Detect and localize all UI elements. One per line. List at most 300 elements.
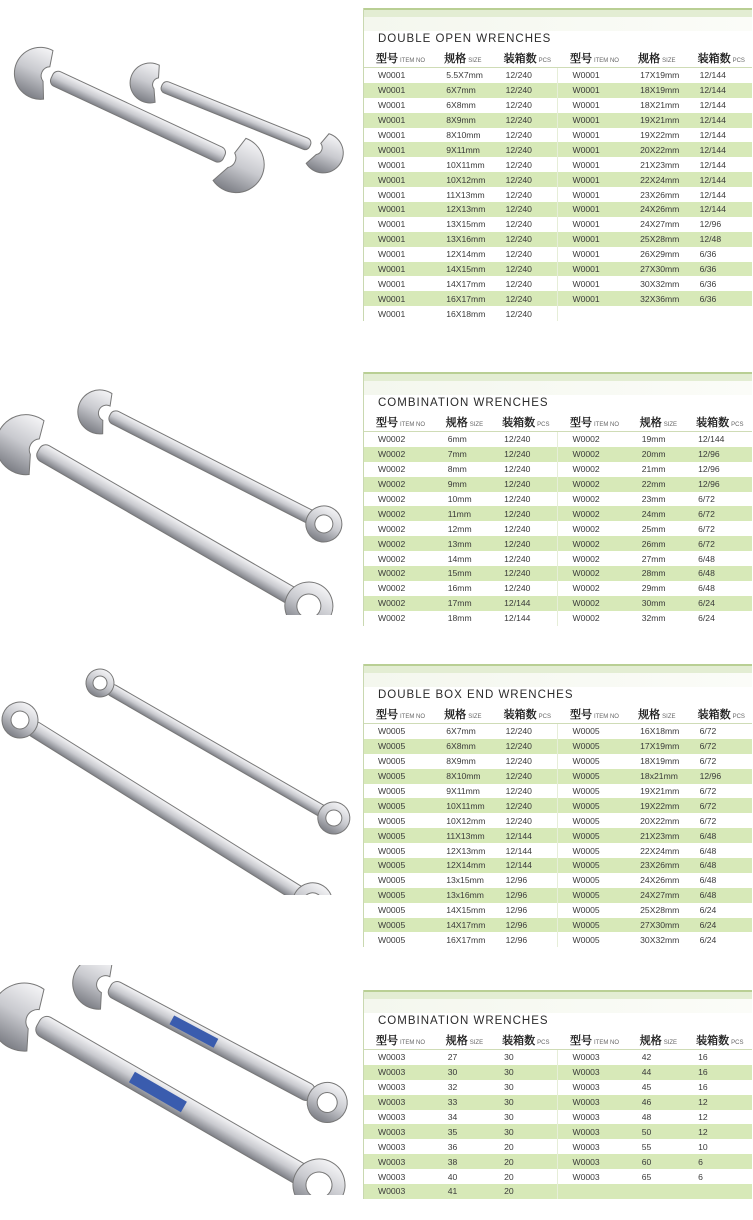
faint-heading	[364, 381, 752, 395]
table-cell: 12/144	[686, 83, 752, 98]
table-cell	[626, 306, 685, 321]
combination-wrench-photo	[0, 385, 355, 615]
table-row	[364, 566, 752, 581]
table-cell: 60	[628, 1154, 684, 1169]
table-cell: 12/96	[686, 769, 752, 784]
table-cell: 6/72	[686, 813, 752, 828]
table-cell: W0003	[364, 1139, 434, 1154]
table-cell: 42	[628, 1050, 684, 1065]
col-pcs: 装箱数 PCS	[492, 705, 558, 724]
table-cell: W0005	[364, 932, 432, 947]
table-cell: 22X24mm	[626, 843, 685, 858]
table-row	[364, 813, 752, 828]
table-cell: W0005	[558, 724, 626, 739]
table-cell: W0001	[364, 98, 432, 113]
table-cell: 12/240	[492, 83, 558, 98]
table-row	[364, 276, 752, 291]
table-cell: W0002	[558, 596, 628, 611]
table-cell: 20	[490, 1154, 558, 1169]
table-cell: 55	[628, 1139, 684, 1154]
table-cell: 24X26mm	[626, 202, 685, 217]
table-cell: 13mm	[434, 536, 490, 551]
table-cell: W0005	[364, 843, 432, 858]
table-cell: W0002	[364, 566, 434, 581]
table-cell: 13x15mm	[432, 873, 491, 888]
table-row	[364, 462, 752, 477]
table-cell: 12/240	[492, 98, 558, 113]
table-cell: W0005	[558, 918, 626, 933]
table-cell: 40	[434, 1169, 490, 1184]
table-cell: 12/240	[492, 217, 558, 232]
table-cell: W0001	[364, 291, 432, 306]
table-cell: 6X7mm	[432, 724, 491, 739]
table-cell: 19mm	[628, 432, 684, 447]
table-cell: 48	[628, 1110, 684, 1125]
spec-table	[364, 705, 752, 947]
table-cell: 30	[490, 1050, 558, 1065]
table-cell: 11X13mm	[432, 187, 491, 202]
table-cell: W0003	[364, 1050, 434, 1065]
table-cell: 6/36	[686, 247, 752, 262]
col-pcs: 装箱数 PCS	[490, 1031, 558, 1050]
table-cell: 20X22mm	[626, 813, 685, 828]
table-cell: 12/96	[684, 462, 752, 477]
table-cell: 6/48	[684, 551, 752, 566]
table-cell: 6X8mm	[432, 98, 491, 113]
table-cell: 6/36	[686, 276, 752, 291]
table-row	[364, 1110, 752, 1125]
table-row	[364, 739, 752, 754]
spec-table	[364, 413, 752, 626]
table-cell: 10	[684, 1139, 752, 1154]
table-cell: W0005	[364, 739, 432, 754]
table-cell: 22mm	[628, 477, 684, 492]
table-cell: W0002	[558, 581, 628, 596]
table-cell: W0001	[558, 232, 626, 247]
table-row	[364, 477, 752, 492]
header-bar	[364, 372, 752, 381]
table-header-row	[364, 1031, 752, 1050]
table-row	[364, 843, 752, 858]
table-cell: 6	[684, 1169, 752, 1184]
table-cell: W0005	[364, 858, 432, 873]
table-cell: 12/240	[492, 739, 558, 754]
table-cell: W0001	[364, 306, 432, 321]
table-cell: 12/144	[492, 828, 558, 843]
table-cell: 15mm	[434, 566, 490, 581]
table-cell: W0003	[364, 1124, 434, 1139]
table-cell: W0002	[558, 611, 628, 626]
col-pcs: 装箱数 PCS	[490, 413, 558, 432]
table-cell: 12X14mm	[432, 247, 491, 262]
table-cell: 24X27mm	[626, 217, 685, 232]
table-cell: W0005	[364, 784, 432, 799]
table-cell: W0002	[364, 492, 434, 507]
table-cell: 20mm	[628, 447, 684, 462]
table-row	[364, 492, 752, 507]
table-cell: 12/240	[492, 157, 558, 172]
table-cell: 6/24	[686, 932, 752, 947]
table-cell: W0003	[558, 1154, 628, 1169]
table-cell: W0003	[558, 1050, 628, 1065]
table-cell: 6/72	[686, 798, 752, 813]
table-cell: 12/96	[492, 903, 558, 918]
table-cell: 6/24	[684, 611, 752, 626]
table-cell: 12/240	[492, 769, 558, 784]
table-row	[364, 724, 752, 739]
table-cell: 19X22mm	[626, 798, 685, 813]
table-cell: W0005	[558, 769, 626, 784]
table-header-row	[364, 413, 752, 432]
table-cell: 19X22mm	[626, 128, 685, 143]
table-cell	[686, 306, 752, 321]
table-cell: W0002	[558, 536, 628, 551]
table-cell: 26mm	[628, 536, 684, 551]
table-cell: 12/96	[492, 873, 558, 888]
table-cell: 12/240	[490, 492, 558, 507]
table-cell: 10X12mm	[432, 813, 491, 828]
table-cell: 30	[434, 1065, 490, 1080]
table-cell: 12/48	[686, 232, 752, 247]
table-cell: 16mm	[434, 581, 490, 596]
section-double-open	[363, 8, 752, 321]
table-cell: 21X23mm	[626, 157, 685, 172]
table-cell: 9X11mm	[432, 784, 491, 799]
table-cell: 20	[490, 1169, 558, 1184]
table-cell: 12/144	[684, 432, 752, 447]
table-row	[364, 873, 752, 888]
large-combination-wrench-photo	[0, 965, 355, 1195]
table-cell: 12/240	[492, 724, 558, 739]
table-cell: 6mm	[434, 432, 490, 447]
table-cell: 6	[684, 1154, 752, 1169]
table-cell: 12mm	[434, 521, 490, 536]
table-row	[364, 1065, 752, 1080]
table-cell: W0005	[364, 724, 432, 739]
table-header-row	[364, 705, 752, 724]
table-row	[364, 858, 752, 873]
table-cell: 18X21mm	[626, 98, 685, 113]
table-row	[364, 217, 752, 232]
table-cell: 13X15mm	[432, 217, 491, 232]
table-cell: W0001	[364, 142, 432, 157]
table-cell: 12/144	[686, 128, 752, 143]
col-item-no: 型号 ITEM NO	[558, 49, 626, 68]
table-cell: W0005	[558, 784, 626, 799]
table-row	[364, 172, 752, 187]
table-cell: 6/24	[686, 903, 752, 918]
table-row	[364, 521, 752, 536]
table-cell: 16X17mm	[432, 932, 491, 947]
table-cell: W0001	[364, 83, 432, 98]
table-cell: 12/240	[490, 566, 558, 581]
table-cell: 12/144	[686, 98, 752, 113]
table-cell: W0001	[558, 187, 626, 202]
table-cell: W0005	[558, 739, 626, 754]
table-cell: 8X9mm	[432, 754, 491, 769]
table-row	[364, 447, 752, 462]
table-cell: W0005	[364, 754, 432, 769]
table-cell: 12/96	[492, 918, 558, 933]
table-row	[364, 506, 752, 521]
table-cell: 12/240	[492, 813, 558, 828]
table-cell: 24X26mm	[626, 873, 685, 888]
table-cell: 6/48	[686, 828, 752, 843]
table-cell: 50	[628, 1124, 684, 1139]
table-cell: 6/36	[686, 262, 752, 277]
table-cell: W0001	[558, 291, 626, 306]
table-cell: 12X14mm	[432, 858, 491, 873]
table-cell: 25X28mm	[626, 903, 685, 918]
table-cell: W0005	[558, 873, 626, 888]
faint-heading	[364, 999, 752, 1013]
table-cell: 28mm	[628, 566, 684, 581]
col-item-no: 型号 ITEM NO	[558, 705, 626, 724]
table-cell: W0001	[364, 157, 432, 172]
table-cell: W0002	[558, 566, 628, 581]
table-cell: 6/72	[686, 739, 752, 754]
col-size: 规格 SIZE	[434, 1031, 490, 1050]
table-cell: W0002	[364, 462, 434, 477]
table-cell: 30X32mm	[626, 276, 685, 291]
table-cell: 27X30mm	[626, 918, 685, 933]
table-cell: W0002	[364, 536, 434, 551]
table-cell: 6/24	[684, 596, 752, 611]
table-cell: 6/72	[684, 492, 752, 507]
table-cell: W0002	[364, 521, 434, 536]
table-cell: 12/144	[492, 843, 558, 858]
table-cell: 21mm	[628, 462, 684, 477]
table-cell: 9X11mm	[432, 142, 491, 157]
table-cell: 30X32mm	[626, 932, 685, 947]
table-cell: W0001	[364, 113, 432, 128]
col-size: 规格 SIZE	[434, 413, 490, 432]
table-cell: 12/240	[492, 306, 558, 321]
table-cell: 10X11mm	[432, 798, 491, 813]
table-row	[364, 932, 752, 947]
table-cell: 18X19mm	[626, 754, 685, 769]
table-cell: 12/240	[490, 462, 558, 477]
table-row	[364, 83, 752, 98]
table-cell: 12/240	[490, 506, 558, 521]
table-cell: 6X7mm	[432, 83, 491, 98]
table-cell: W0002	[364, 506, 434, 521]
table-cell: 12/144	[490, 611, 558, 626]
table-cell: 45	[628, 1080, 684, 1095]
table-row	[364, 769, 752, 784]
table-cell: 32	[434, 1080, 490, 1095]
table-cell: 12/144	[686, 187, 752, 202]
table-cell: W0002	[558, 477, 628, 492]
table-row	[364, 1184, 752, 1199]
table-cell: 32mm	[628, 611, 684, 626]
table-cell: W0001	[364, 172, 432, 187]
table-cell: W0005	[558, 888, 626, 903]
table-row	[364, 536, 752, 551]
table-cell: 21X23mm	[626, 828, 685, 843]
table-row	[364, 784, 752, 799]
table-cell: 12	[684, 1110, 752, 1125]
table-cell: 12/240	[490, 581, 558, 596]
table-cell: 25mm	[628, 521, 684, 536]
table-cell: 12/240	[492, 142, 558, 157]
spec-table	[364, 49, 752, 321]
table-cell: 10mm	[434, 492, 490, 507]
table-cell: 6/48	[684, 566, 752, 581]
table-row	[364, 888, 752, 903]
table-row	[364, 798, 752, 813]
table-cell: W0003	[364, 1169, 434, 1184]
col-size: 规格 SIZE	[432, 705, 491, 724]
col-size: 规格 SIZE	[626, 705, 685, 724]
table-cell: 12/240	[492, 68, 558, 83]
table-cell: W0001	[364, 187, 432, 202]
table-row	[364, 262, 752, 277]
table-cell: W0005	[558, 843, 626, 858]
table-cell: 12	[684, 1095, 752, 1110]
table-cell: 14X15mm	[432, 262, 491, 277]
table-cell: 27	[434, 1050, 490, 1065]
table-cell: 12/240	[492, 798, 558, 813]
col-item-no: 型号 ITEM NO	[364, 1031, 434, 1050]
table-cell: 19X21mm	[626, 113, 685, 128]
table-cell: 20	[490, 1184, 558, 1199]
table-cell: 9mm	[434, 477, 490, 492]
double-box-end-wrench-photo	[0, 665, 355, 895]
table-cell: 10X11mm	[432, 157, 491, 172]
table-cell	[558, 1184, 628, 1199]
table-cell: 11mm	[434, 506, 490, 521]
table-cell: 65	[628, 1169, 684, 1184]
table-cell: 12/240	[490, 536, 558, 551]
table-cell: W0002	[558, 462, 628, 477]
table-cell: 12/240	[492, 128, 558, 143]
table-cell: 12/96	[684, 447, 752, 462]
table-row	[364, 187, 752, 202]
table-cell: 35	[434, 1124, 490, 1139]
table-row	[364, 432, 752, 447]
col-item-no: 型号 ITEM NO	[558, 1031, 628, 1050]
col-pcs: 装箱数 PCS	[686, 705, 752, 724]
table-cell: 6/72	[684, 506, 752, 521]
table-cell: W0005	[558, 813, 626, 828]
header-bar	[364, 8, 752, 17]
table-row	[364, 918, 752, 933]
table-cell: W0001	[364, 262, 432, 277]
table-row	[364, 1124, 752, 1139]
table-cell: W0005	[364, 918, 432, 933]
table-cell: W0005	[364, 769, 432, 784]
table-cell: 6/72	[686, 784, 752, 799]
header-bar	[364, 664, 752, 673]
table-cell: 13x16mm	[432, 888, 491, 903]
table-cell: W0005	[558, 828, 626, 843]
table-cell: W0001	[364, 276, 432, 291]
table-cell: W0001	[558, 172, 626, 187]
col-pcs: 装箱数 PCS	[684, 1031, 752, 1050]
table-row	[364, 142, 752, 157]
table-cell: W0003	[364, 1154, 434, 1169]
table-cell: 16	[684, 1065, 752, 1080]
table-cell: 12X13mm	[432, 202, 491, 217]
table-cell: W0002	[364, 581, 434, 596]
table-cell: W0002	[364, 477, 434, 492]
table-cell: W0002	[364, 551, 434, 566]
table-cell: 12/96	[684, 477, 752, 492]
table-cell: W0003	[558, 1080, 628, 1095]
table-cell: W0005	[364, 828, 432, 843]
table-cell: W0002	[558, 432, 628, 447]
table-cell: 5.5X7mm	[432, 68, 491, 83]
section-title: DOUBLE BOX END WRENCHES	[378, 689, 574, 701]
table-cell: 12/240	[492, 291, 558, 306]
table-row	[364, 611, 752, 626]
section-title: COMBINATION WRENCHES	[378, 397, 549, 409]
table-cell: W0001	[558, 83, 626, 98]
table-cell: W0002	[558, 506, 628, 521]
table-cell: 12/144	[686, 157, 752, 172]
table-cell: 29mm	[628, 581, 684, 596]
table-cell: W0003	[364, 1095, 434, 1110]
table-cell: 12/240	[492, 754, 558, 769]
header-bar	[364, 990, 752, 999]
table-cell: 12/144	[686, 113, 752, 128]
table-cell: W0005	[364, 873, 432, 888]
table-cell: 12/240	[492, 172, 558, 187]
table-cell: 33	[434, 1095, 490, 1110]
table-cell: 6X8mm	[432, 739, 491, 754]
col-item-no: 型号 ITEM NO	[364, 49, 432, 68]
table-cell: 20X22mm	[626, 142, 685, 157]
table-cell: 8mm	[434, 462, 490, 477]
table-cell: 16	[684, 1050, 752, 1065]
col-item-no: 型号 ITEM NO	[558, 413, 628, 432]
table-cell: 12/240	[490, 551, 558, 566]
table-cell: 26X29mm	[626, 247, 685, 262]
table-row	[364, 68, 752, 83]
table-cell: 12X13mm	[432, 843, 491, 858]
faint-heading	[364, 17, 752, 31]
table-cell: W0001	[558, 157, 626, 172]
table-row	[364, 754, 752, 769]
table-row	[364, 157, 752, 172]
section-double-box-end	[363, 664, 752, 947]
table-cell: W0001	[558, 142, 626, 157]
table-cell: 12/240	[492, 262, 558, 277]
table-cell: W0001	[558, 247, 626, 262]
table-cell	[684, 1184, 752, 1199]
table-cell: 36	[434, 1139, 490, 1154]
table-row	[364, 581, 752, 596]
table-cell: 41	[434, 1184, 490, 1199]
section-combination	[363, 372, 752, 626]
table-row	[364, 551, 752, 566]
col-pcs: 装箱数 PCS	[684, 413, 752, 432]
col-item-no: 型号 ITEM NO	[364, 705, 432, 724]
table-cell: 17X19mm	[626, 68, 685, 83]
table-cell: 30	[490, 1110, 558, 1125]
table-cell: 6/48	[684, 581, 752, 596]
table-row	[364, 247, 752, 262]
table-cell: W0002	[558, 521, 628, 536]
double-open-wrench-photo	[0, 40, 355, 220]
table-cell: W0002	[558, 447, 628, 462]
table-cell: 44	[628, 1065, 684, 1080]
table-cell: 8X10mm	[432, 769, 491, 784]
table-cell: 18X19mm	[626, 83, 685, 98]
table-row	[364, 1050, 752, 1065]
table-cell: W0001	[364, 217, 432, 232]
